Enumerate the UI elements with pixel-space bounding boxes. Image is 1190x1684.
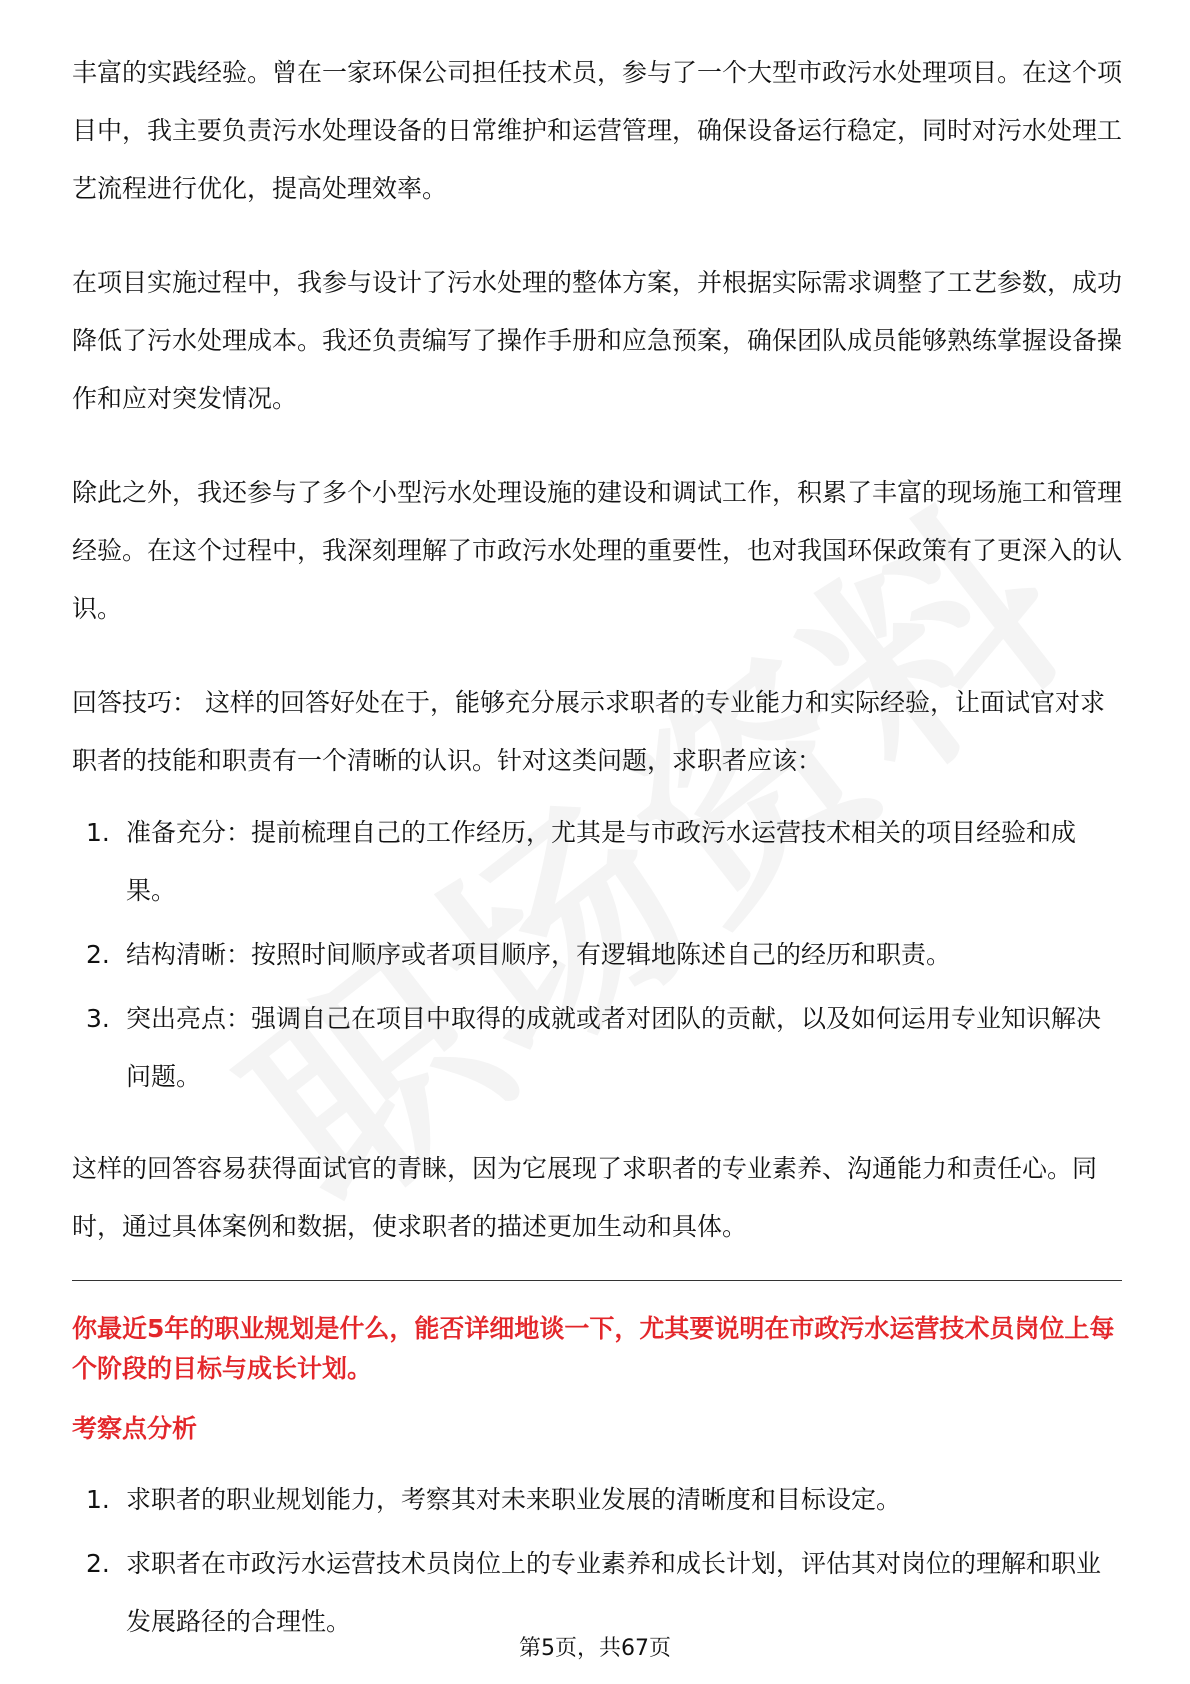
answer-tips-intro: 回答技巧： 这样的回答好处在于，能够充分展示求职者的专业能力和实际经验，让面试官对求职者的技能和职责有一个清晰的认识。针对这类问题，求职者应该：: [72, 688, 1105, 775]
list-number: 2.: [86, 1549, 110, 1578]
analysis-list: [72, 1471, 1122, 1651]
list-text: 结构清晰：按照时间顺序或者项目顺序，有逻辑地陈述自己的经历和职责。: [126, 940, 952, 969]
list-number: 3.: [86, 1004, 110, 1033]
list-item: [72, 804, 1122, 920]
answer-paragraph: 除此之外，我还参与了多个小型污水处理设施的建设和调试工作，积累了丰富的现场施工和管理经验。在这个过程中，我深刻理解了市政污水处理的重要性，也对我国环保政策有了更深入的认识。: [72, 478, 1123, 623]
list-text: 准备充分：提前梳理自己的工作经历，尤其是与市政污水运营技术相关的项目经验和成果。: [126, 818, 1077, 905]
tips-list: [72, 804, 1122, 1106]
page-content: [72, 44, 1122, 1657]
analysis-heading: 考察点分析: [72, 1414, 198, 1443]
list-text: 求职者在市政污水运营技术员岗位上的专业素养和成长计划，评估其对岗位的理解和职业发展路径的合理性。: [126, 1549, 1102, 1636]
list-text: 突出亮点：强调自己在项目中取得的成就或者对团队的贡献，以及如何运用专业知识解决问题。: [126, 1004, 1102, 1091]
list-text: 求职者的职业规划能力，考察其对未来职业发展的清晰度和目标设定。: [126, 1485, 902, 1514]
interview-question: 你最近5年的职业规划是什么，能否详细地谈一下，尤其要说明在市政污水运营技术员岗位上每个阶段的目标与成长计划。: [72, 1314, 1115, 1383]
list-number: 1.: [86, 1485, 110, 1514]
page-number: 第5页，共67页: [519, 1636, 671, 1661]
answer-paragraph: 在项目实施过程中，我参与设计了污水处理的整体方案，并根据实际需求调整了工艺参数，成功降低了污水处理成本。我还负责编写了操作手册和应急预案，确保团队成员能够熟练掌握设备操作和应对突发情况。: [72, 268, 1123, 413]
closing-paragraph: 这样的回答容易获得面试官的青睐，因为它展现了求职者的专业素养、沟通能力和责任心。同时，通过具体案例和数据，使求职者的描述更加生动和具体。: [72, 1154, 1098, 1241]
section-divider: [72, 1280, 1122, 1281]
list-item: [72, 1471, 1122, 1529]
list-number: 1.: [86, 818, 110, 847]
answer-paragraph: 丰富的实践经验。曾在一家环保公司担任技术员，参与了一个大型市政污水处理项目。在这个项目中，我主要负责污水处理设备的日常维护和运营管理，确保设备运行稳定，同时对污水处理工艺流程进行优化，提高处理效率。: [72, 58, 1123, 203]
list-item: [72, 926, 1122, 984]
list-item: [72, 990, 1122, 1106]
list-number: 2.: [86, 940, 110, 969]
